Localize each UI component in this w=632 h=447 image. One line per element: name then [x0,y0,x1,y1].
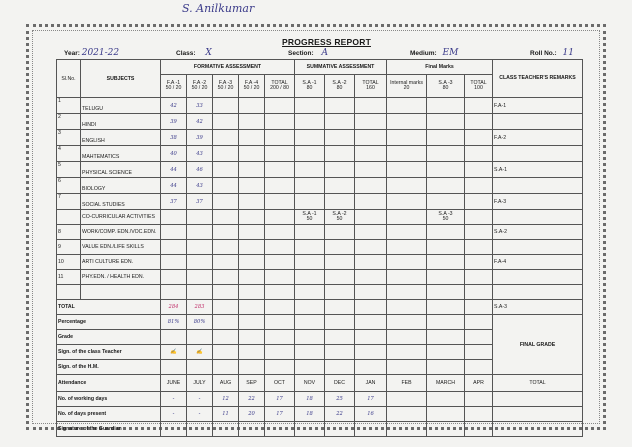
year-label: Year: [64,50,80,57]
teacher-signature: ✍ [161,345,187,360]
sign-hm-label: Sign. of the H.M. [57,360,161,375]
co-sa3: S.A -3 50 [427,210,465,225]
table-row: 10 ARTI CULTURE EDN. F.A-4 [57,255,583,270]
year-value: 2021-22 [81,48,120,58]
remark [493,146,583,162]
subject-name: MAHTEMATICS [81,146,161,162]
activity-name: VALUE EDN./LIFE SKILLS [81,240,161,255]
col-fa3: F.A -3 50 / 20 [213,75,239,98]
class-label: Class: [176,50,196,57]
co-curricular-row [57,210,583,225]
total-fa1: 284 [161,300,187,315]
attendance-label: Attendance [57,375,161,392]
remark [493,270,583,285]
present-days-row: No. of days present - - 11 20 17 18 22 16 [57,407,583,422]
section-label: Section: [288,50,314,57]
rollno-field [530,48,574,58]
medium-label: Medium: [410,50,437,57]
col-fa4: F.A -4 50 / 20 [239,75,265,98]
col-sa-total: TOTAL 160 [355,75,387,98]
col-subjects: SUBJECTS [81,60,161,98]
table-row: 6 BIOLOGY 44 43 [57,178,583,194]
table-row: 9 VALUE EDN./LIFE SKILLS [57,240,583,255]
remark: F.A-3 [493,194,583,210]
final-grade-label: FINAL GRADE [493,315,583,375]
teacher-signature: ✍ [187,345,213,360]
working-days-label: No. of working days [57,392,161,407]
guardian-label: Signature of the Guardian [57,422,161,437]
co-sa2: S.A -2 50 [325,210,355,225]
guardian-row [57,422,583,437]
marks-table [56,59,583,437]
remark: F.A-2 [493,130,583,146]
total-label: TOTAL [57,300,161,315]
col-formative: FORMATIVE ASSESSMENT [161,60,295,75]
class-value: X [205,48,212,58]
remark: S.A-1 [493,162,583,178]
remark: F.A-1 [493,98,583,114]
col-fa1: F.A -1 50 / 20 [161,75,187,98]
attendance-total-label: TOTAL [493,375,583,392]
remark: F.A-4 [493,255,583,270]
col-fa2: F.A -2 50 / 20 [187,75,213,98]
section-value: A [321,48,328,58]
table-row: 5 PHYSICAL SCIENCE 44 46 S.A-1 [57,162,583,178]
remark [493,240,583,255]
col-sa1: S.A -1 80 [295,75,325,98]
total-fa2: 283 [187,300,213,315]
activity-name: WORK/COMP. EDN./VOC.EDN. [81,225,161,240]
col-sa2: S.A -2 80 [325,75,355,98]
subject-name: SOCIAL STUDIES [81,194,161,210]
spacer-row [57,285,583,300]
table-row: 3 ENGLISH 38 39 F.A-2 [57,130,583,146]
table-row: 8 WORK/COMP. EDN./VOC.EDN. S.A-2 [57,225,583,240]
medium-value: EM [442,48,459,58]
student-name: S. Anilkumar [182,2,255,15]
total-row [57,300,583,315]
percentage-label: Percentage [57,315,161,330]
remark: S.A-2 [493,225,583,240]
present-days-label: No. of days present [57,407,161,422]
col-slno: Sl.No. [57,60,81,98]
col-final: Final Marks [387,60,493,75]
table-row: 11 PHY.EDN. / HEALTH EDN. [57,270,583,285]
subject-name: TELUGU [81,98,161,114]
activity-name: ARTI CULTURE EDN. [81,255,161,270]
col-sa3: S.A -3 80 [427,75,465,98]
table-row: 2 HINDI 39 42 [57,114,583,130]
medium-field [410,48,458,58]
percentage-fa2: 80% [187,315,213,330]
col-summative: SUMMATIVE ASSESSMENT [295,60,387,75]
subject-name: PHYSICAL SCIENCE [81,162,161,178]
subject-name: BIOLOGY [81,178,161,194]
rollno-value: 11 [562,48,574,58]
grade-label: Grade [57,330,161,345]
class-field [176,48,212,58]
col-internal: Internal marks 20 [387,75,427,98]
activity-name: PHY.EDN. / HEALTH EDN. [81,270,161,285]
attendance-row: Attendance JUNE JULY AUG SEP OCT NOV DEC JAN FEB MARCH APR TOTAL [57,375,583,392]
year-field [64,48,119,58]
percentage-fa1: 81% [161,315,187,330]
report-title: PROGRESS REPORT [282,37,371,47]
co-sa1: S.A -1 50 [295,210,325,225]
col-remarks: CLASS TEACHER'S REMARKS [493,60,583,98]
remark: S.A-3 [493,300,583,315]
table-row: 4 MAHTEMATICS 40 43 [57,146,583,162]
co-curricular-label: CO-CURRICULAR ACTIVITIES [81,210,161,225]
section-field [288,48,328,58]
remark [493,178,583,194]
table-row: 7 SOCIAL STUDIES 37 37 F.A-3 [57,194,583,210]
header-row-1 [57,60,583,75]
rollno-label: Roll No.: [530,50,557,57]
col-fa-total: TOTAL 200 / 80 [265,75,295,98]
working-days-row: No. of working days - - 12 22 17 18 25 17 [57,392,583,407]
percentage-row [57,315,583,330]
subject-name: ENGLISH [81,130,161,146]
col-final-total: TOTAL 100 [465,75,493,98]
remark [493,114,583,130]
subject-name: HINDI [81,114,161,130]
sign-teacher-label: Sign. of the class Teacher [57,345,161,360]
table-row: 1 TELUGU 42 33 F.A-1 [57,98,583,114]
